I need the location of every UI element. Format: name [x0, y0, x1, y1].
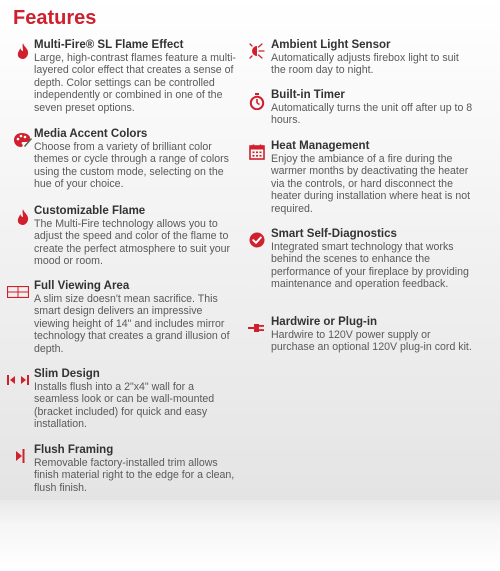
feature-self-diagnostics	[246, 228, 486, 308]
feature-text: Large, high-contrast flames feature a multi-layered color effect that creates a sense of depth. Color settings can be controlled independently or combined in one of the seven preset options.	[34, 52, 236, 114]
feature-text: Automatically turns the unit off after up to 8 hours.	[271, 102, 473, 127]
feature-title: Customizable Flame	[34, 205, 146, 217]
palette-icon	[12, 130, 34, 150]
feature-slim-design	[6, 368, 242, 438]
feature-customizable-flame	[12, 205, 242, 275]
plug-icon	[246, 318, 268, 338]
feature-text: Hardwire to 120V power supply or purchase an optional 120V plug-in cord kit.	[271, 329, 472, 354]
feature-hardwire	[246, 316, 486, 376]
feature-multifire	[12, 39, 242, 119]
feature-heat-management	[246, 140, 486, 220]
flame-icon	[12, 207, 34, 227]
feature-text: A slim size doesn't mean sacrifice. This smart design delivers an impressive viewing height of 14" and includes mirror technology that creates a grand illusion of depth.	[34, 293, 230, 355]
light-sensor-icon	[246, 41, 268, 61]
feature-text: Automatically adjusts firebox light to suit the room day to night.	[271, 52, 459, 77]
feature-title: Media Accent Colors	[34, 128, 148, 140]
reflection	[0, 500, 500, 571]
feature-title: Flush Framing	[34, 444, 114, 456]
flush-arrow-icon	[6, 446, 30, 466]
feature-text: Choose from a variety of brilliant color themes or cycle through a range of colors using the custom mode, selecting on the hue of your choice.	[34, 141, 229, 191]
flame-icon	[12, 41, 34, 61]
viewing-area-icon	[6, 282, 30, 302]
feature-title: Heat Management	[271, 140, 370, 152]
feature-text: Installs flush into a 2"x4" wall for a seamless look or can be wall-mounted (bracket included) for quick and easy installation.	[34, 381, 215, 431]
feature-title: Hardwire or Plug-in	[271, 316, 378, 328]
feature-text: Integrated smart technology that works behind the scenes to enhance the performance of your fireplace by providing maintenance and operation feedback.	[271, 241, 469, 291]
slim-arrows-icon	[6, 370, 30, 390]
feature-full-viewing	[6, 280, 242, 360]
feature-flush-framing	[6, 444, 242, 504]
feature-text: The Multi-Fire technology allows you to adjust the speed and color of the flame to create the perfect atmosphere to suit your mood or room.	[34, 218, 231, 268]
feature-title: Slim Design	[34, 368, 100, 380]
feature-text: Removable factory-installed trim allows finish material right to the edge for a clean, flush finish.	[34, 457, 235, 494]
feature-title: Full Viewing Area	[34, 280, 130, 292]
check-icon	[246, 230, 268, 250]
page-title: Features	[13, 7, 97, 29]
feature-title: Multi-Fire® SL Flame Effect	[34, 39, 184, 51]
feature-title: Ambient Light Sensor	[271, 39, 391, 51]
feature-media-accent	[12, 128, 242, 198]
timer-icon	[246, 91, 268, 111]
feature-text: Enjoy the ambiance of a fire during the warmer months by deactivating the heater via the controls, or hard disconnect the heater during installation where heat is not required.	[271, 153, 471, 215]
feature-ambient-light	[246, 39, 486, 84]
feature-title: Smart Self-Diagnostics	[271, 228, 397, 240]
feature-timer	[246, 89, 486, 134]
feature-title: Built-in Timer	[271, 89, 345, 101]
calendar-icon	[246, 142, 268, 162]
